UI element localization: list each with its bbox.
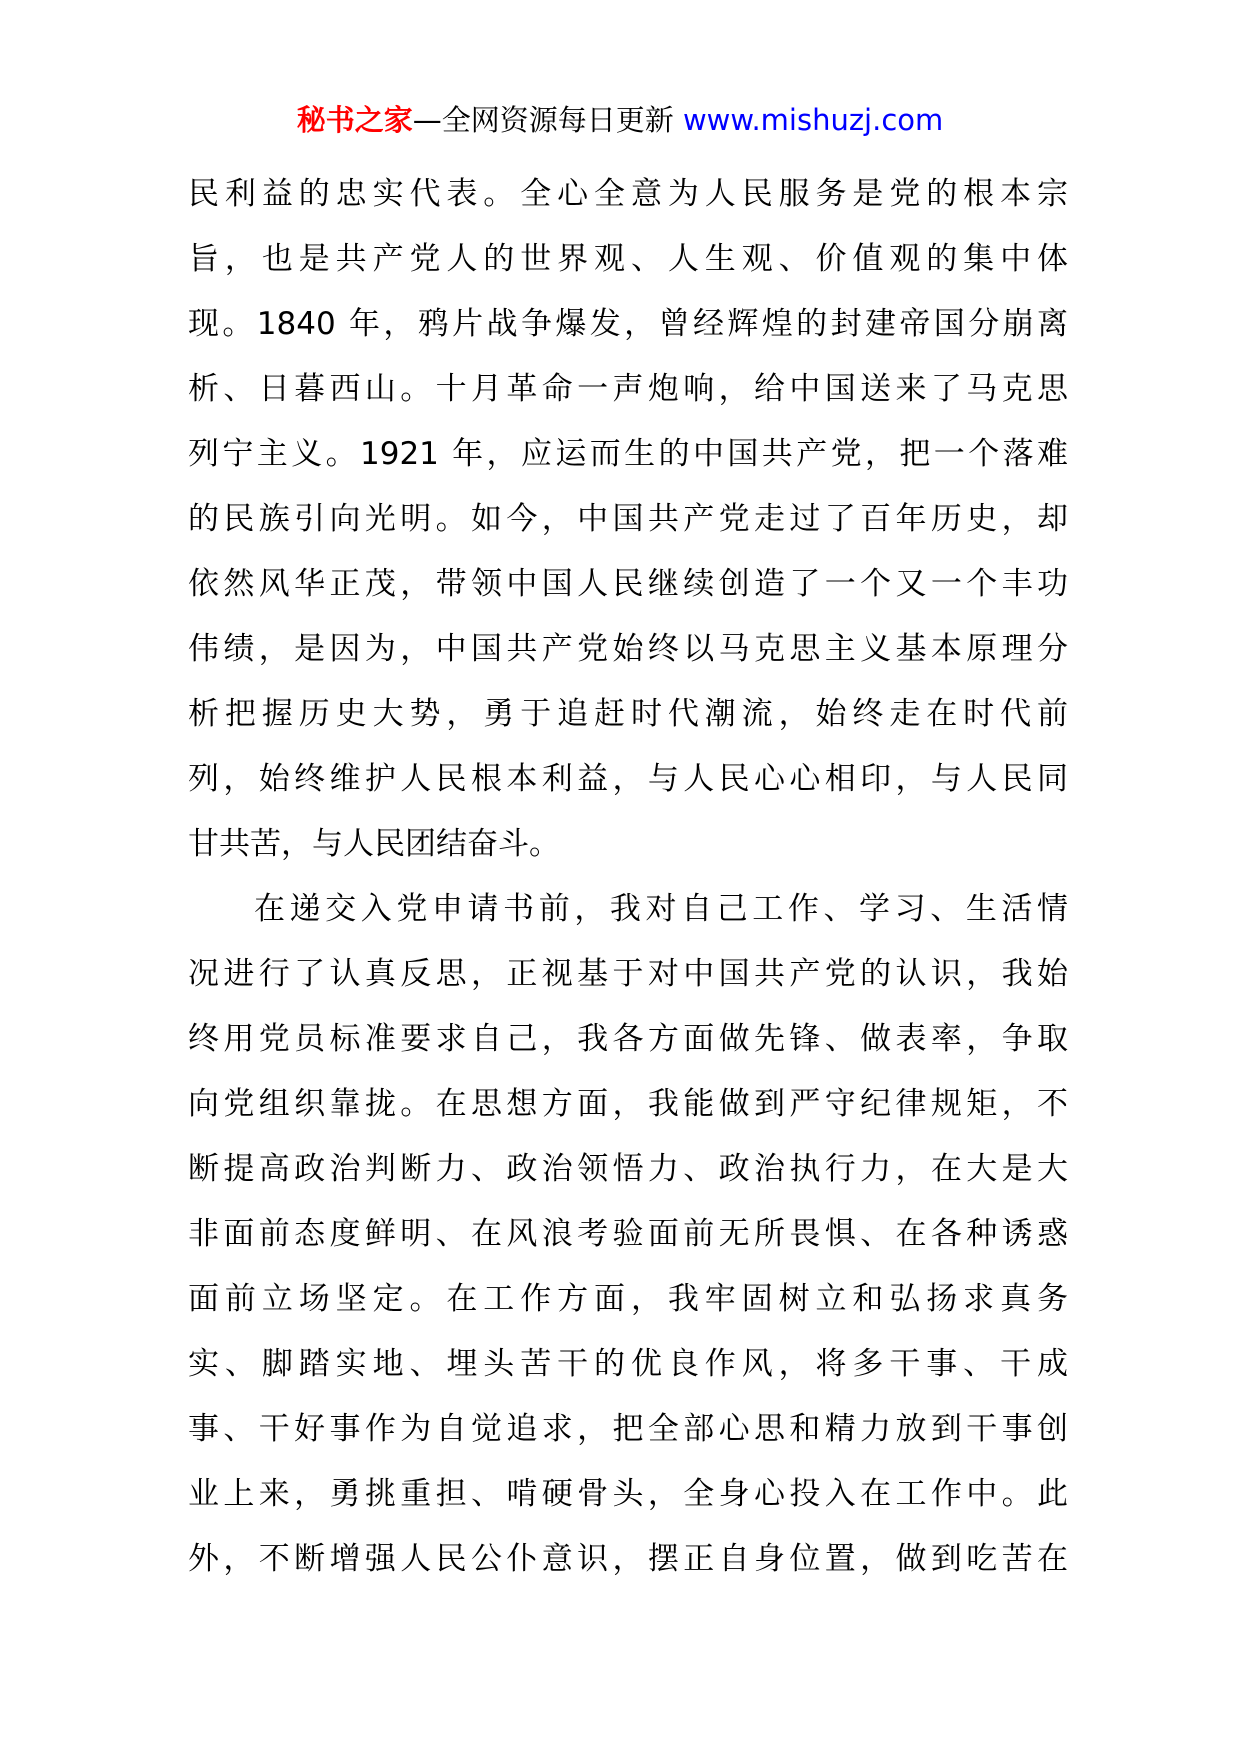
text-line: 向党组织靠拢。在思想方面，我能做到严守纪律规矩，不 — [188, 1086, 1068, 1122]
page-header — [0, 100, 1240, 140]
text-line: 实、脚踏实地、埋头苦干的优良作风，将多干事、干成 — [188, 1346, 1068, 1382]
text-line: 甘共苦，与人民团结奋斗。 — [188, 826, 560, 862]
text-line: 面前立场坚定。在工作方面，我牢固树立和弘扬求真务 — [188, 1281, 1068, 1317]
text-line: 析把握历史大势，勇于追赶时代潮流，始终走在时代前 — [188, 696, 1068, 732]
text-line: 断提高政治判断力、政治领悟力、政治执行力，在大是大 — [188, 1151, 1068, 1187]
paragraph-1 — [188, 162, 1068, 877]
document-body — [188, 162, 1068, 1592]
text-line: 在递交入党申请书前，我对自己工作、学习、生活情 — [254, 891, 1068, 927]
text-line: 列，始终维护人民根本利益，与人民心心相印，与人民同 — [188, 761, 1068, 797]
site-brand: 秘书之家 — [296, 103, 413, 137]
text-line: 况进行了认真反思，正视基于对中国共产党的认识，我始 — [188, 956, 1068, 992]
text-line: 的民族引向光明。如今，中国共产党走过了百年历史，却 — [188, 501, 1068, 537]
site-url-link[interactable]: www.mishuzj.com — [682, 103, 944, 137]
text-line: 依然风华正茂，带领中国人民继续创造了一个又一个丰功 — [188, 566, 1068, 602]
text-line: 终用党员标准要求自己，我各方面做先锋、做表率，争取 — [188, 1021, 1068, 1057]
text-line: 外，不断增强人民公仆意识，摆正自身位置，做到吃苦在 — [188, 1541, 1068, 1577]
site-slogan: —全网资源每日更新 — [412, 103, 674, 137]
text-line: 非面前态度鲜明、在风浪考验面前无所畏惧、在各种诱惑 — [188, 1216, 1068, 1252]
text-line: 伟绩，是因为，中国共产党始终以马克思主义基本原理分 — [188, 631, 1068, 667]
text-line: 民利益的忠实代表。全心全意为人民服务是党的根本宗 — [188, 176, 1068, 212]
text-line: 列宁主义。1921 年，应运而生的中国共产党，把一个落难 — [188, 436, 1068, 472]
text-line: 业上来，勇挑重担、啃硬骨头，全身心投入在工作中。此 — [188, 1476, 1068, 1512]
paragraph-2 — [188, 877, 1068, 1592]
text-line: 现。1840 年，鸦片战争爆发，曾经辉煌的封建帝国分崩离 — [188, 306, 1068, 342]
text-line: 析、日暮西山。十月革命一声炮响，给中国送来了马克思 — [188, 371, 1068, 407]
text-line: 事、干好事作为自觉追求，把全部心思和精力放到干事创 — [188, 1411, 1068, 1447]
text-line: 旨，也是共产党人的世界观、人生观、价值观的集中体 — [188, 241, 1068, 277]
